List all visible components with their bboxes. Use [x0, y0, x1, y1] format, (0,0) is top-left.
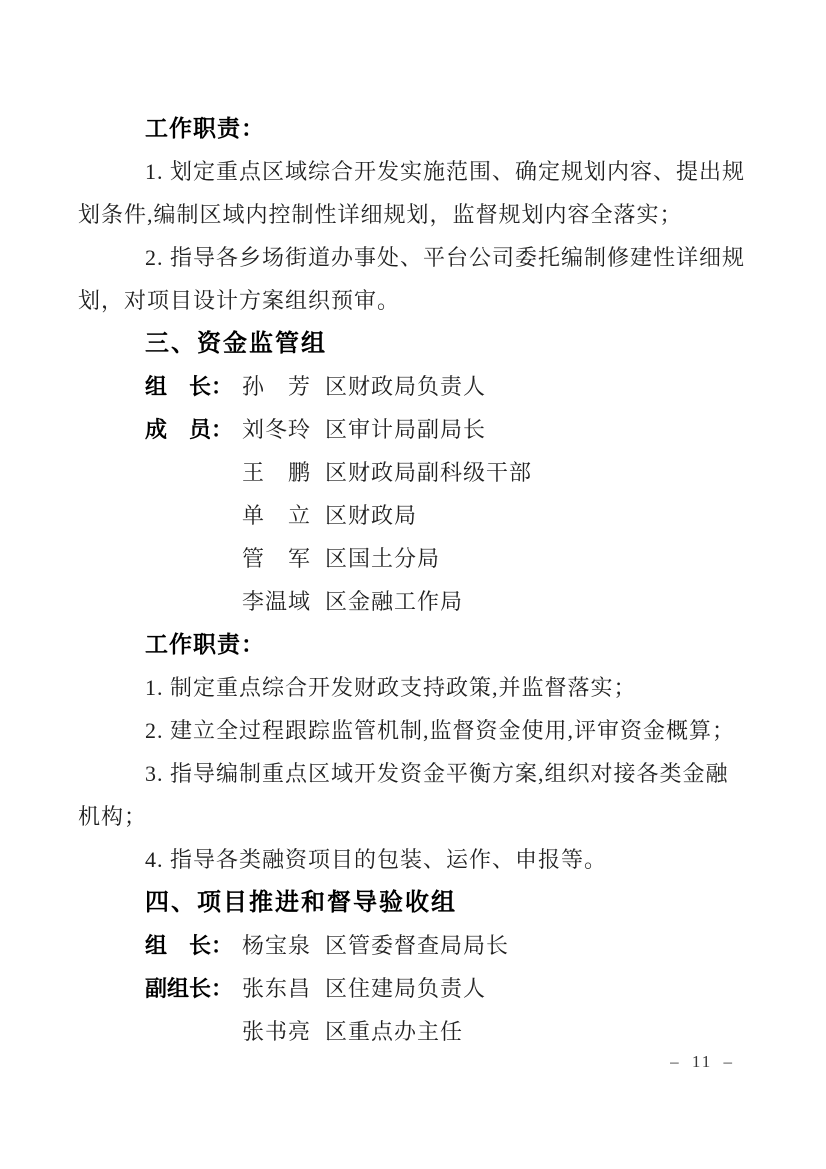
duties-heading-funds: 工作职责： — [145, 631, 265, 657]
planning-duty-2-line-1: 2. 指导各乡场街道办事处、平台公司委托编制修建性详细规 — [145, 245, 746, 270]
role-row-funds-member — [145, 580, 744, 623]
role-label-members: 成 员： — [145, 417, 234, 442]
role-label-leader: 组 长： — [145, 933, 234, 958]
person-name: 孙 芳 — [242, 374, 312, 399]
role-row-funds-member — [145, 451, 744, 494]
role-label-spacer — [145, 494, 242, 537]
planning-duty-1-line-1: 1. 划定重点区域综合开发实施范围、确定规划内容、提出规 — [145, 159, 746, 184]
person-title: 区财政局负责人 — [325, 374, 487, 399]
person-title: 区国土分局 — [325, 546, 441, 571]
person-name: 张东昌 — [242, 976, 312, 1001]
person-title: 区管委督查局局长 — [325, 933, 510, 958]
section-heading-project-group: 四、项目推进和督导验收组 — [145, 889, 457, 916]
role-row-funds-member — [145, 408, 744, 451]
person-name: 李温域 — [242, 589, 312, 614]
person-title: 区住建局负责人 — [325, 976, 487, 1001]
page-number: – 11 – — [670, 1052, 734, 1071]
funds-duty-3-line-2: 机构； — [78, 804, 148, 829]
funds-duty-1: 1. 制定重点综合开发财政支持政策,并监督落实； — [145, 675, 637, 700]
role-row-funds-member — [145, 537, 744, 580]
person-name: 张书亮 — [242, 1019, 312, 1044]
document-body — [78, 107, 744, 1053]
person-name: 刘冬玲 — [242, 417, 312, 442]
role-label-spacer — [145, 537, 242, 580]
role-row-funds-leader — [145, 365, 744, 408]
funds-duty-3-line-1: 3. 指导编制重点区域开发资金平衡方案,组织对接各类金融 — [145, 761, 729, 786]
role-row-project-deputy — [145, 1010, 744, 1053]
person-title: 区财政局副科级干部 — [325, 460, 533, 485]
funds-duty-4: 4. 指导各类融资项目的包装、运作、申报等。 — [145, 847, 608, 872]
person-title: 区财政局 — [325, 503, 418, 528]
planning-duty-1-line-2: 划条件,编制区域内控制性详细规划，监督规划内容全落实； — [78, 202, 683, 227]
person-name: 单 立 — [242, 503, 312, 528]
person-name: 杨宝泉 — [242, 933, 312, 958]
role-row-project-leader — [145, 924, 744, 967]
role-label-spacer — [145, 1010, 242, 1053]
funds-duty-2: 2. 建立全过程跟踪监管机制,监督资金使用,评审资金概算； — [145, 718, 736, 743]
planning-duty-2-line-2: 划，对项目设计方案组织预审。 — [78, 288, 401, 313]
role-row-project-deputy — [145, 967, 744, 1010]
section-heading-funds-group: 三、资金监管组 — [145, 330, 327, 357]
role-label-leader: 组 长： — [145, 374, 234, 399]
role-label-spacer — [145, 451, 242, 494]
person-title: 区重点办主任 — [325, 1019, 464, 1044]
role-label-spacer — [145, 580, 242, 623]
duties-heading-planning: 工作职责： — [145, 115, 265, 141]
person-name: 王 鹏 — [242, 460, 312, 485]
person-name: 管 军 — [242, 546, 312, 571]
person-title: 区审计局副局长 — [325, 417, 487, 442]
role-row-funds-member — [145, 494, 744, 537]
person-title: 区金融工作局 — [325, 589, 464, 614]
role-label-deputy: 副组长： — [145, 976, 234, 1001]
